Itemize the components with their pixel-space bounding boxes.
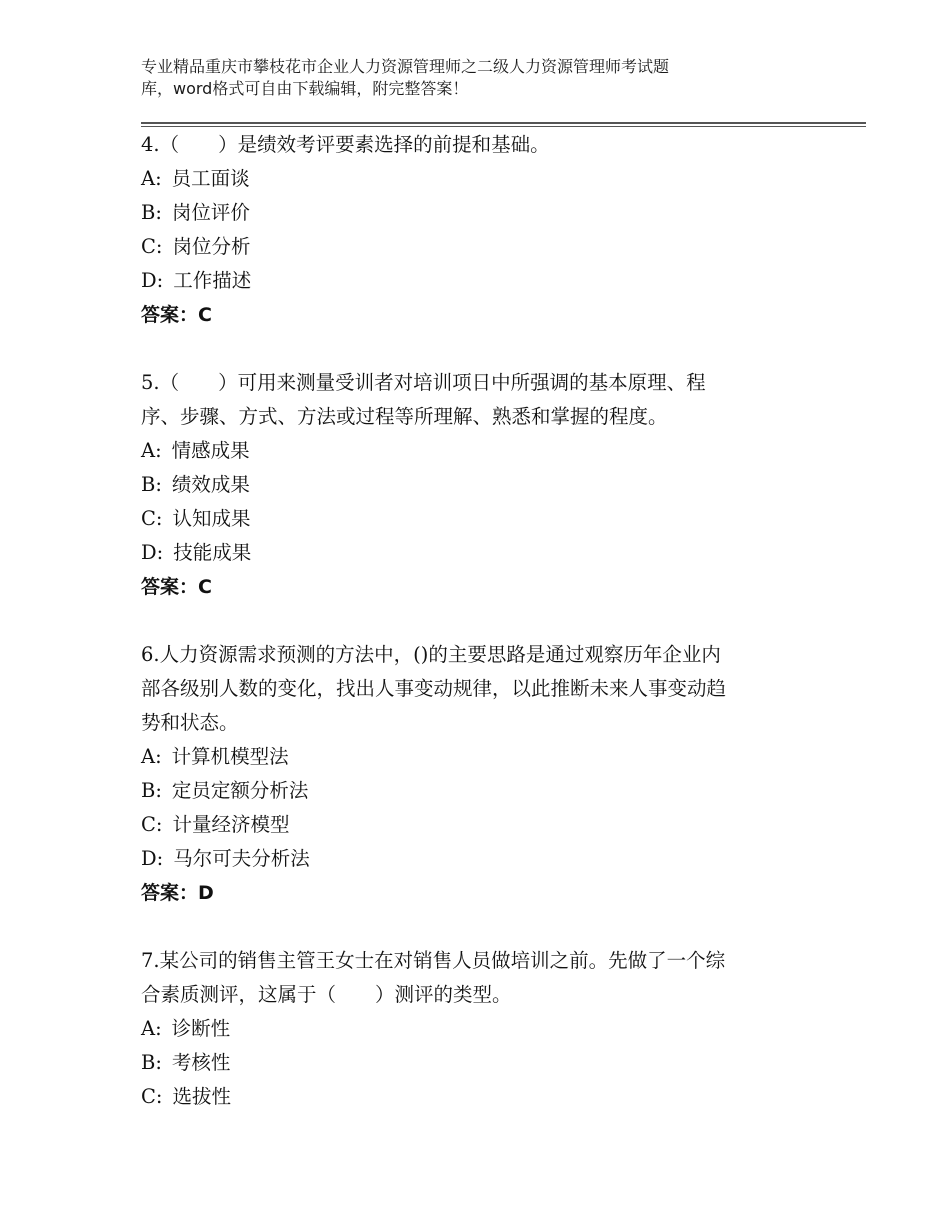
option-text: 工作描述 — [173, 269, 252, 292]
question-5 — [141, 366, 841, 604]
option-text: 计量经济模型 — [172, 813, 290, 836]
header-line-1: 专业精品重庆市攀枝花市企业人力资源管理师之二级人力资源管理师考试题 — [141, 57, 670, 76]
question-spacer — [141, 604, 841, 638]
option-c — [141, 808, 841, 842]
option-key: C: — [141, 235, 163, 258]
option-d — [141, 842, 841, 876]
option-key: B: — [141, 473, 162, 496]
option-text: 绩效成果 — [171, 473, 250, 496]
option-text: 诊断性 — [171, 1017, 231, 1040]
answer-label: 答案：C — [141, 304, 212, 326]
option-key: A: — [141, 167, 162, 190]
option-text: 岗位评价 — [171, 201, 250, 224]
answer-label: 答案：D — [141, 882, 214, 904]
option-b — [141, 468, 841, 502]
answer-label: 答案：C — [141, 576, 212, 598]
option-d — [141, 536, 841, 570]
option-b — [141, 774, 841, 808]
option-key: B: — [141, 1051, 162, 1074]
option-b — [141, 196, 841, 230]
option-text: 计算机模型法 — [171, 745, 289, 768]
stem-line: 势和状态。 — [141, 711, 239, 734]
header-rule-thin — [141, 126, 866, 127]
question-stem — [141, 638, 841, 740]
option-b — [141, 1046, 841, 1080]
question-stem — [141, 366, 841, 434]
option-text: 马尔可夫分析法 — [173, 847, 310, 870]
question-4 — [141, 128, 841, 332]
stem-line: 5.（ ）可用来测量受训者对培训项日中所强调的基本原理、程 — [141, 371, 706, 394]
question-list — [141, 128, 841, 1114]
option-a — [141, 740, 841, 774]
question-6 — [141, 638, 841, 910]
option-a — [141, 1012, 841, 1046]
header-line-2: 库，word格式可自由下载编辑，附完整答案！ — [141, 79, 469, 98]
option-key: A: — [141, 1017, 162, 1040]
option-key: D: — [141, 847, 164, 870]
option-key: C: — [141, 813, 163, 836]
option-key: B: — [141, 201, 162, 224]
option-key: A: — [141, 745, 162, 768]
stem-line: 4.（ ）是绩效考评要素选择的前提和基础。 — [141, 133, 550, 156]
option-c — [141, 230, 841, 264]
stem-line: 7.某公司的销售主管王女士在对销售人员做培训之前。先做了一个综 — [141, 949, 726, 972]
option-text: 情感成果 — [171, 439, 250, 462]
question-stem — [141, 944, 841, 1012]
option-text: 岗位分析 — [172, 235, 251, 258]
header-rule-thick — [141, 122, 866, 124]
question-spacer — [141, 910, 841, 944]
option-text: 员工面谈 — [171, 167, 250, 190]
stem-line: 6.人力资源需求预测的方法中，()的主要思路是通过观察历年企业内 — [141, 643, 721, 666]
option-text: 考核性 — [171, 1051, 231, 1074]
stem-line: 部各级别人数的变化，找出人事变动规律，以此推断未来人事变动趋 — [141, 677, 727, 700]
option-key: C: — [141, 1085, 163, 1108]
option-a — [141, 434, 841, 468]
option-c — [141, 1080, 841, 1114]
option-c — [141, 502, 841, 536]
option-text: 认知成果 — [172, 507, 251, 530]
option-text: 技能成果 — [173, 541, 252, 564]
option-key: C: — [141, 507, 163, 530]
question-spacer — [141, 332, 841, 366]
option-key: D: — [141, 541, 164, 564]
option-text: 选拔性 — [172, 1085, 232, 1108]
option-key: A: — [141, 439, 162, 462]
option-key: B: — [141, 779, 162, 802]
stem-line: 序、步骤、方式、方法或过程等所理解、熟悉和掌握的程度。 — [141, 405, 668, 428]
option-d — [141, 264, 841, 298]
option-a — [141, 162, 841, 196]
question-stem — [141, 128, 841, 162]
question-7 — [141, 944, 841, 1114]
page-header — [141, 56, 841, 100]
option-key: D: — [141, 269, 164, 292]
stem-line: 合素质测评，这属于（ ）测评的类型。 — [141, 983, 512, 1006]
option-text: 定员定额分析法 — [171, 779, 309, 802]
